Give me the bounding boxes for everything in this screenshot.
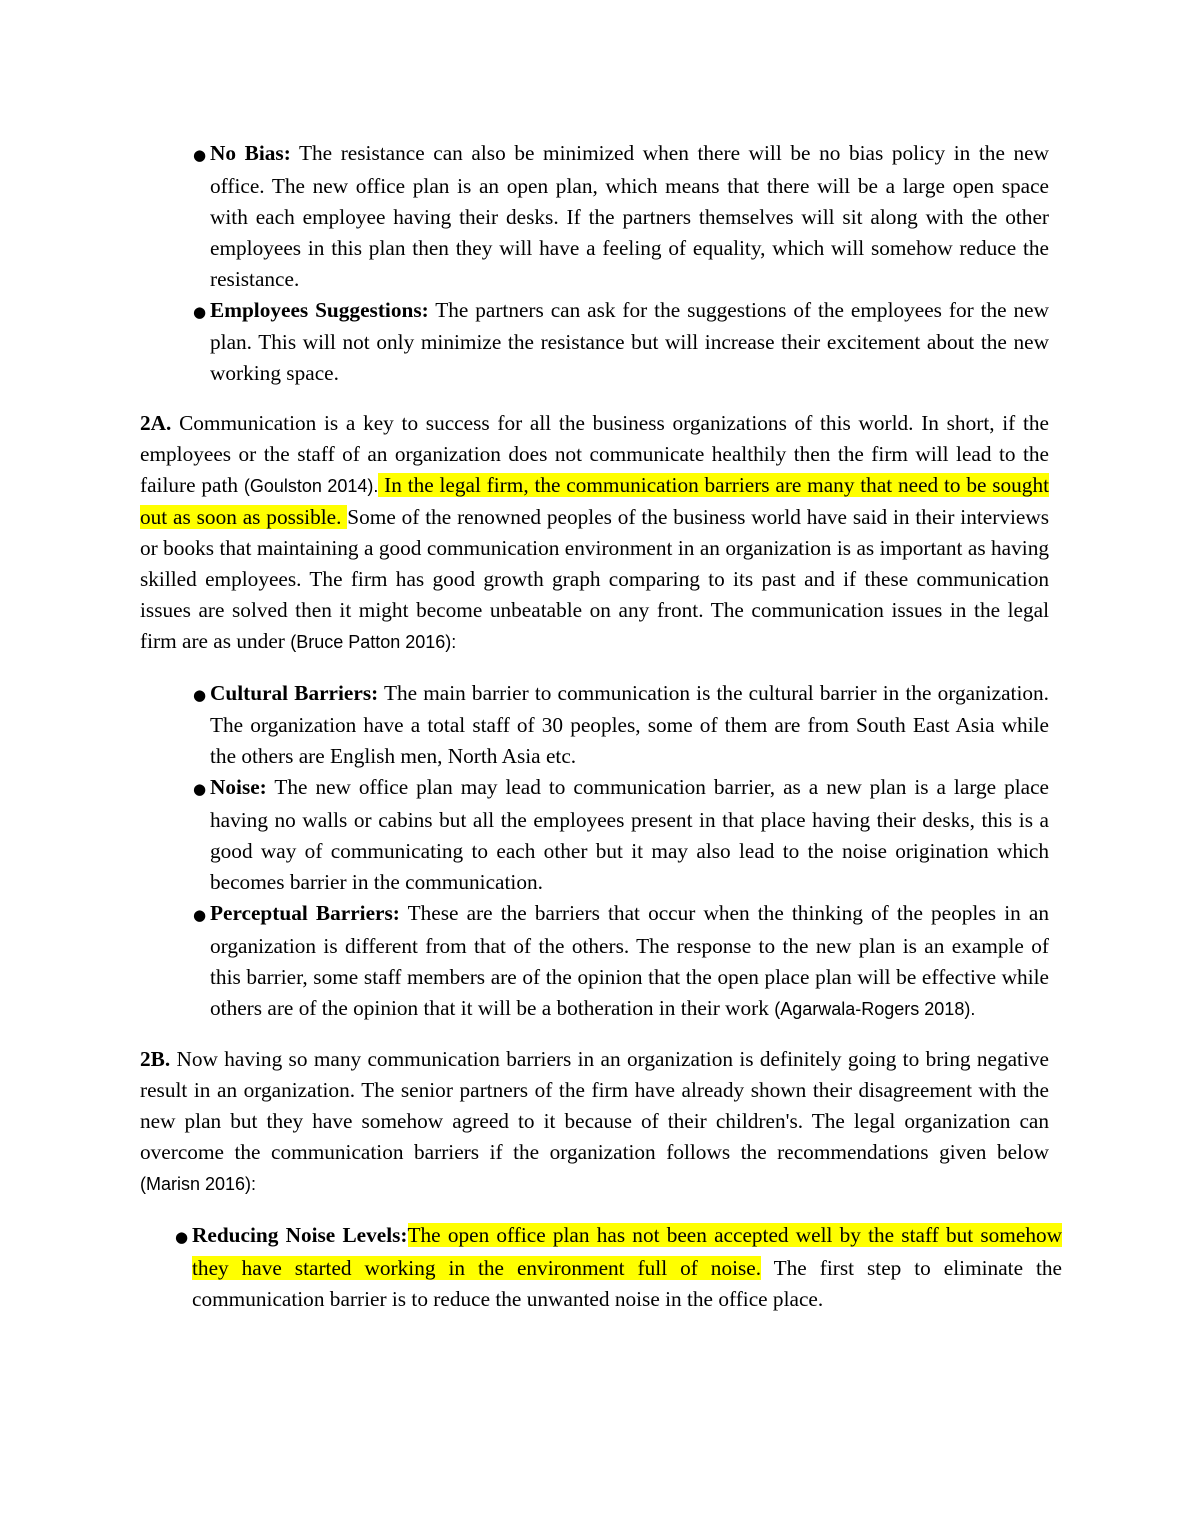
list-item-text: The first step to eliminate the communication barrier is to reduce the unwanted noise in the office place.: [192, 1255, 1062, 1311]
paragraph-2a: [140, 408, 1049, 657]
bullet-list-barriers: [140, 678, 1049, 1025]
list-item-text: The new office plan may lead to communication barrier, as a new plan is a large place having no walls or cabins but all the employees present in that place having their desks, this is a good way of communicating to each other but it may also lead to the noise origination which becomes barrier in the communication.: [210, 775, 1049, 894]
list-item-title: No Bias:: [210, 141, 291, 165]
list-item-title: Cultural Barriers:: [210, 680, 379, 705]
highlighted-text: In the legal firm, the communication barriers are many that need to be sought out as soon as possible.: [140, 473, 1050, 529]
list-item: [193, 898, 1049, 1025]
spacer: [140, 658, 1049, 678]
list-item-text: These are the barriers that occur when the thinking of the peoples in an organization is different from that of the others. The response to the new plan is an example of this barrier, some staff members are of the opinion that the open place plan will be effective while others are of the opinion that it will be a botheration in their work: [210, 900, 1049, 1020]
list-item: [193, 295, 1049, 390]
list-item-text: The partners can ask for the suggestions of the employees for the new plan. This will not only minimize the resistance but will increase their excitement about the new working space.: [210, 297, 1049, 386]
bullet-icon: ●: [193, 685, 207, 704]
citation: (Goulston 2014).: [243, 476, 379, 497]
section-label: 2A.: [140, 411, 172, 436]
bullet-icon: ●: [175, 1228, 189, 1246]
citation: (Bruce Patton 2016):: [290, 631, 457, 652]
spacer: [140, 1200, 1049, 1220]
highlighted-text: The open office plan has not been accepted well by the staff but somehow they have started working in the environment full of noise.: [192, 1223, 1062, 1280]
list-item: [175, 1220, 1062, 1315]
section-label: 2B.: [140, 1047, 171, 1072]
bullet-icon: ●: [193, 146, 207, 164]
list-item: [193, 678, 1049, 773]
paragraph-text: Now having so many communication barriers in an organization is definitely going to bring negative result in an organization. The senior partners of the firm have already shown their disagreement with the new plan but they have somehow agreed to it because of their children's. The legal organization can overcome the communication barriers if the organization follows the recommendations given below: [140, 1047, 1049, 1165]
paragraph-2b: [140, 1044, 1049, 1200]
bullet-icon: ●: [193, 905, 207, 924]
list-item-title: Noise:: [210, 775, 267, 800]
paragraph-text: Some of the renowned peoples of the business world have said in their interviews or books that maintaining a good communication environment in an organization is as important as having skilled employees. The firm has good growth graph comparing to its past and if these communication issues are solved then it might become unbeatable on any front. The communication issues in the legal firm are as under: [140, 504, 1049, 653]
spacer: [140, 1024, 1049, 1044]
bullet-icon: ●: [193, 780, 207, 799]
list-item-text: The main barrier to communication is the cultural barrier in the organization. The organization have a total staff of 30 peoples, some of them are from South East Asia while the others are English men, North Asia etc.: [210, 680, 1049, 769]
list-item: [193, 138, 1049, 295]
document-page: [140, 138, 1062, 1315]
list-item-title: Perceptual Barriers:: [210, 900, 400, 925]
citation: (Marisn 2016):: [140, 1174, 257, 1195]
citation: (Agarwala-Rogers 2018).: [774, 998, 976, 1019]
spacer: [140, 389, 1049, 408]
list-item: [193, 772, 1049, 898]
bullet-list-recommendations: [140, 1220, 1062, 1315]
list-item-title: Reducing Noise Levels:: [192, 1223, 408, 1247]
list-item-text: The resistance can also be minimized when there will be no bias policy in the new office. The new office plan is an open plan, which means that there will be a large open space with each employee having their desks. If the partners themselves will sit along with the other employees in this plan then they will have a feeling of equality, which will somehow reduce the resistance.: [210, 141, 1049, 291]
bullet-list-resistance: [140, 138, 1049, 389]
list-item-title: Employees Suggestions:: [210, 297, 429, 322]
bullet-icon: ●: [193, 302, 207, 321]
paragraph-text: Communication is a key to success for all the business organizations of this world. In short, if the employees or the staff of an organization does not communicate healthily then the firm will lead to the failure path: [140, 411, 1049, 498]
